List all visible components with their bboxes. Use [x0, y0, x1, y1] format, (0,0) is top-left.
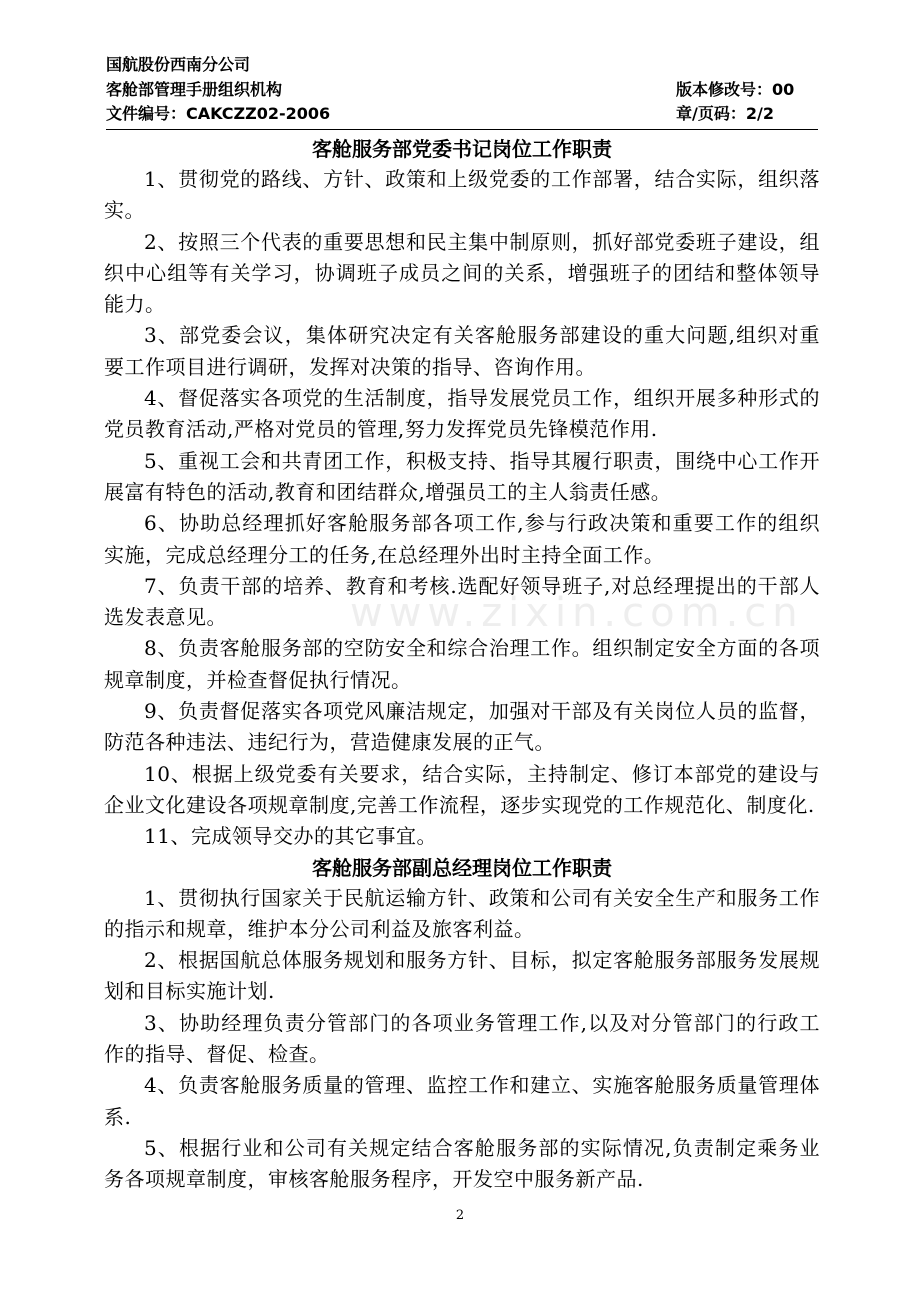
section-deputy-manager — [104, 853, 820, 1196]
page-code: 章/页码：2/2 — [676, 104, 774, 123]
company-name: 国航股份西南分公司 — [106, 55, 251, 74]
duty-item: 7、负责干部的培养、教育和考核.选配好领导班子,对总经理提出的干部人选发表意见。 — [104, 573, 820, 630]
duty-item: 5、根据行业和公司有关规定结合客舱服务部的实际情况,负责制定乘务业务各项规章制度，审核客舱服务程序，开发空中服务新产品. — [104, 1135, 820, 1192]
duty-item: 2、按照三个代表的重要思想和民主集中制原则，抓好部党委班子建设，组织中心组等有关学习，协调班子成员之间的关系，增强班子的团结和整体领导能力。 — [104, 229, 820, 317]
document-body — [104, 134, 820, 1196]
duty-item: 8、负责客舱服务部的空防安全和综合治理工作。组织制定安全方面的各项规章制度，并检查督促执行情况。 — [104, 636, 820, 692]
header-row-2 — [106, 79, 818, 101]
watermark: www.zixin.com.cn — [350, 590, 804, 636]
header-row-3 — [106, 103, 818, 125]
section-party-secretary — [104, 134, 820, 853]
page-number: 2 — [455, 1208, 465, 1223]
duty-item: 2、根据国航总体服务规划和服务方针、目标，拟定客舱服务部服务发展规划和目标实施计划. — [104, 948, 820, 1004]
duty-item: 4、负责客舱服务质量的管理、监控工作和建立、实施客舱服务质量管理体系. — [104, 1073, 820, 1129]
section-title: 客舱服务部副总经理岗位工作职责 — [312, 855, 612, 880]
duty-item: 1、贯彻执行国家关于民航运输方针、政策和公司有关安全生产和服务工作的指示和规章，维护本分公司利益及旅客利益。 — [104, 885, 820, 941]
duty-item: 11、完成领导交办的其它事宜。 — [144, 824, 437, 849]
header-divider — [106, 129, 818, 130]
header-row-1 — [106, 54, 818, 76]
section-title: 客舱服务部党委书记岗位工作职责 — [312, 137, 612, 161]
duty-item: 10、根据上级党委有关要求，结合实际，主持制定、修订本部党的建设与企业文化建设各项规章制度,完善工作流程，逐步实现党的工作规范化、制度化. — [104, 761, 820, 817]
duty-item: 5、重视工会和共青团工作，积极支持、指导其履行职责，围绕中心工作开展富有特色的活动,教育和团结群众,增强员工的主人翁责任感。 — [104, 448, 820, 504]
version-number: 版本修改号：00 — [676, 80, 795, 99]
duty-item: 1、贯彻党的路线、方针、政策和上级党委的工作部署，结合实际，组织落实。 — [104, 167, 820, 223]
duty-item: 9、负责督促落实各项党风廉洁规定，加强对干部及有关岗位人员的监督，防范各种违法、违纪行为，营造健康发展的正气。 — [104, 699, 820, 755]
manual-name: 客舱部管理手册组织机构 — [106, 80, 283, 99]
duty-item: 4、督促落实各项党的生活制度，指导发展党员工作，组织开展多种形式的党员教育活动,严格对党员的管理,努力发挥党员先锋模范作用. — [104, 386, 820, 442]
duty-item: 6、协助总经理抓好客舱服务部各项工作,参与行政决策和重要工作的组织实施，完成总经理分工的任务,在总经理外出时主持全面工作。 — [104, 511, 820, 567]
duty-item: 3、部党委会议，集体研究决定有关客舱服务部建设的重大问题,组织对重要工作项目进行调研，发挥对决策的指导、咨询作用。 — [104, 323, 820, 379]
document-header — [106, 52, 818, 130]
file-number: 文件编号：CAKCZZ02-2006 — [106, 104, 331, 123]
duty-item: 3、协助经理负责分管部门的各项业务管理工作,以及对分管部门的行政工作的指导、督促、检查。 — [104, 1010, 820, 1067]
